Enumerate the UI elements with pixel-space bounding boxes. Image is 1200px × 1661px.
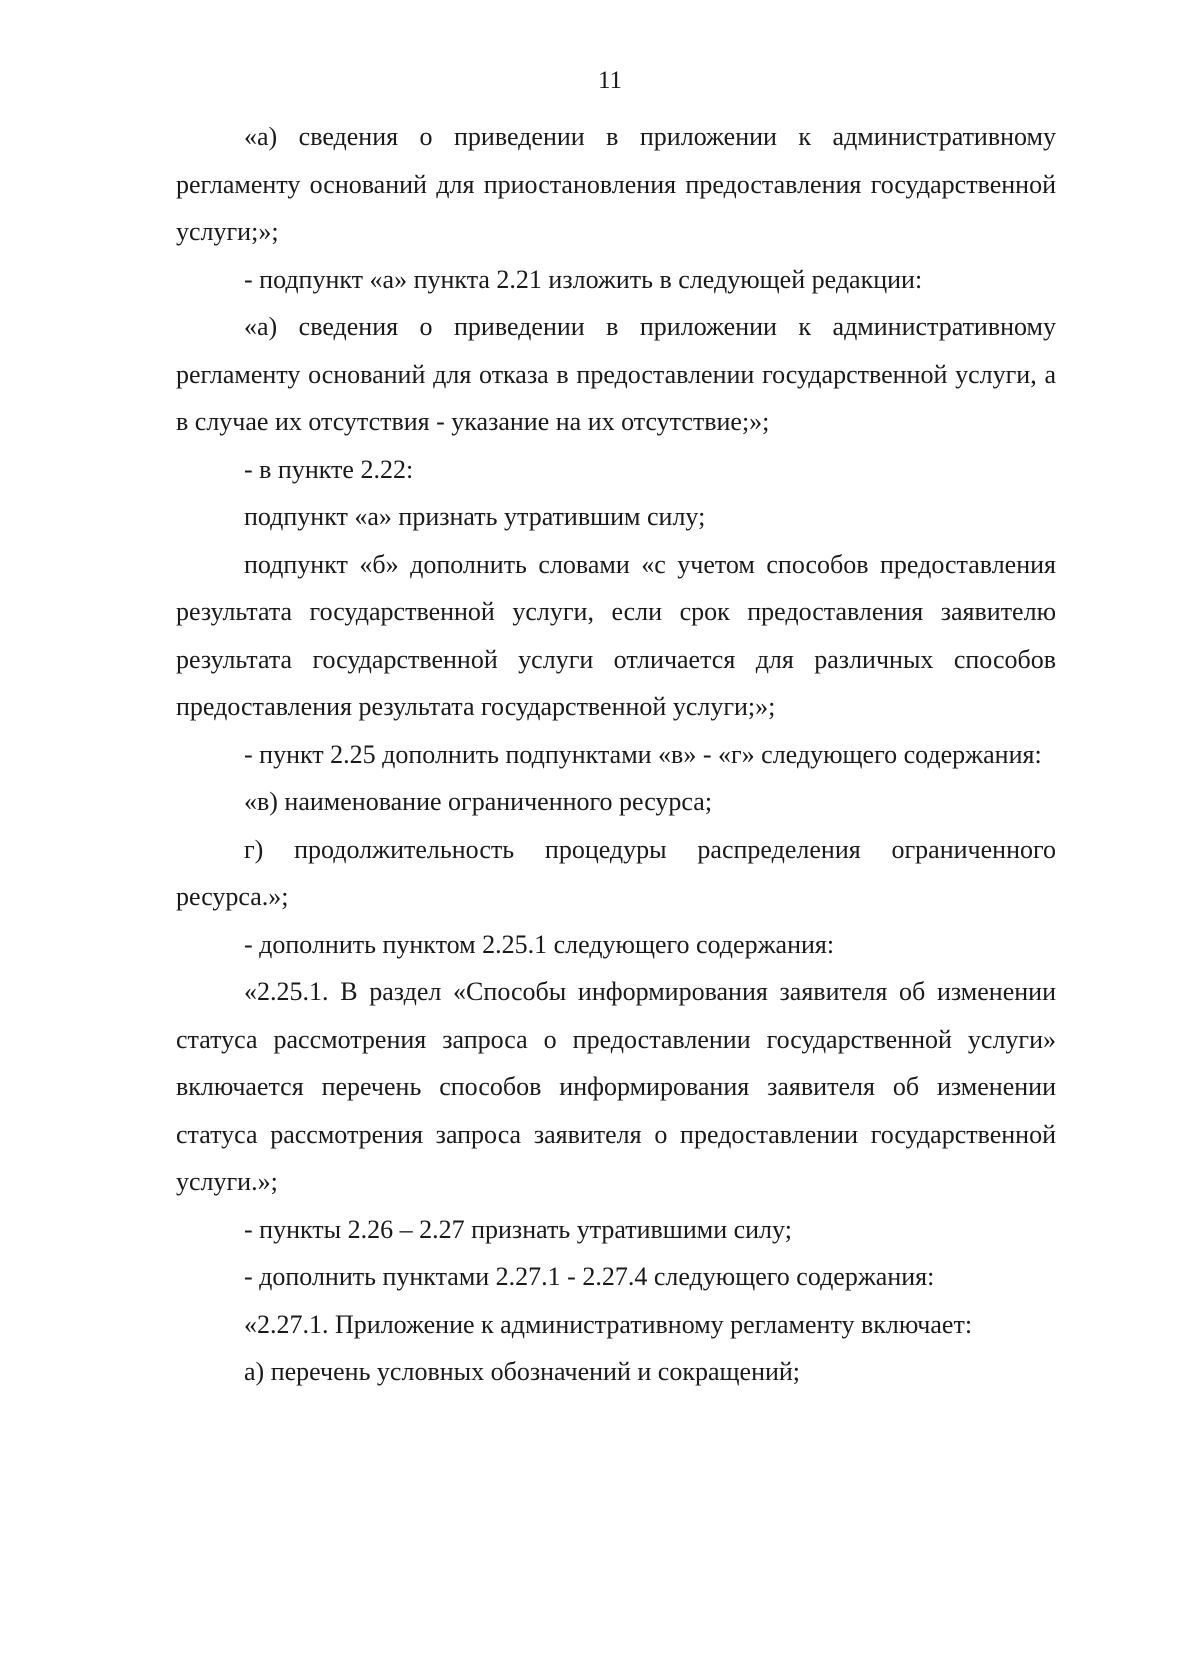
document-body bbox=[176, 113, 1056, 1396]
paragraph: «в) наименование ограниченного ресурса; bbox=[244, 787, 713, 816]
paragraph: «2.25.1. В раздел «Способы информирования заявителя об изменении статуса рассмотрения запроса о предоставлении государственной услуги» включается перечень способов информирования заявителя об изменении статуса рассмотрения запроса заявителя о предоставлении государственной услуги.»; bbox=[176, 977, 1056, 1196]
page-number: 11 bbox=[597, 67, 623, 94]
paragraph: «2.27.1. Приложение к административному регламенту включает: bbox=[244, 1309, 973, 1339]
paragraph: подпункт «а» признать утратившим силу; bbox=[244, 502, 706, 531]
paragraph: подпункт «б» дополнить словами «с учетом способов предоставления результата государственной услуги, если срок предоставления заявителю результата государственной услуги отличается для различных способов предоставления результата государственной услуги;»; bbox=[176, 549, 1056, 721]
paragraph: «а) сведения о приведении в приложении к административному регламенту оснований для приостановления предоставления государственной услуги;»; bbox=[176, 122, 1056, 246]
paragraph: - в пункте 2.22: bbox=[244, 454, 414, 484]
paragraph: - подпункт «а» пункта 2.21 изложить в следующей редакции: bbox=[244, 264, 923, 294]
paragraph: - пункт 2.25 дополнить подпунктами «в» - «г» следующего содержания: bbox=[244, 739, 1042, 769]
paragraph: а) перечень условных обозначений и сокращений; bbox=[244, 1357, 801, 1386]
paragraph: - пункты 2.26 – 2.27 признать утратившими силу; bbox=[244, 1214, 792, 1244]
paragraph: г) продолжительность процедуры распределения ограниченного ресурса.»; bbox=[176, 834, 1056, 911]
paragraph: - дополнить пунктами 2.27.1 - 2.27.4 следующего содержания: bbox=[244, 1262, 935, 1291]
paragraph: «а) сведения о приведении в приложении к административному регламенту оснований для отказа в предоставлении государственной услуги, а в случае их отсутствия - указание на их отсутствие;»; bbox=[176, 312, 1056, 436]
paragraph: - дополнить пунктом 2.25.1 следующего содержания: bbox=[244, 929, 835, 959]
